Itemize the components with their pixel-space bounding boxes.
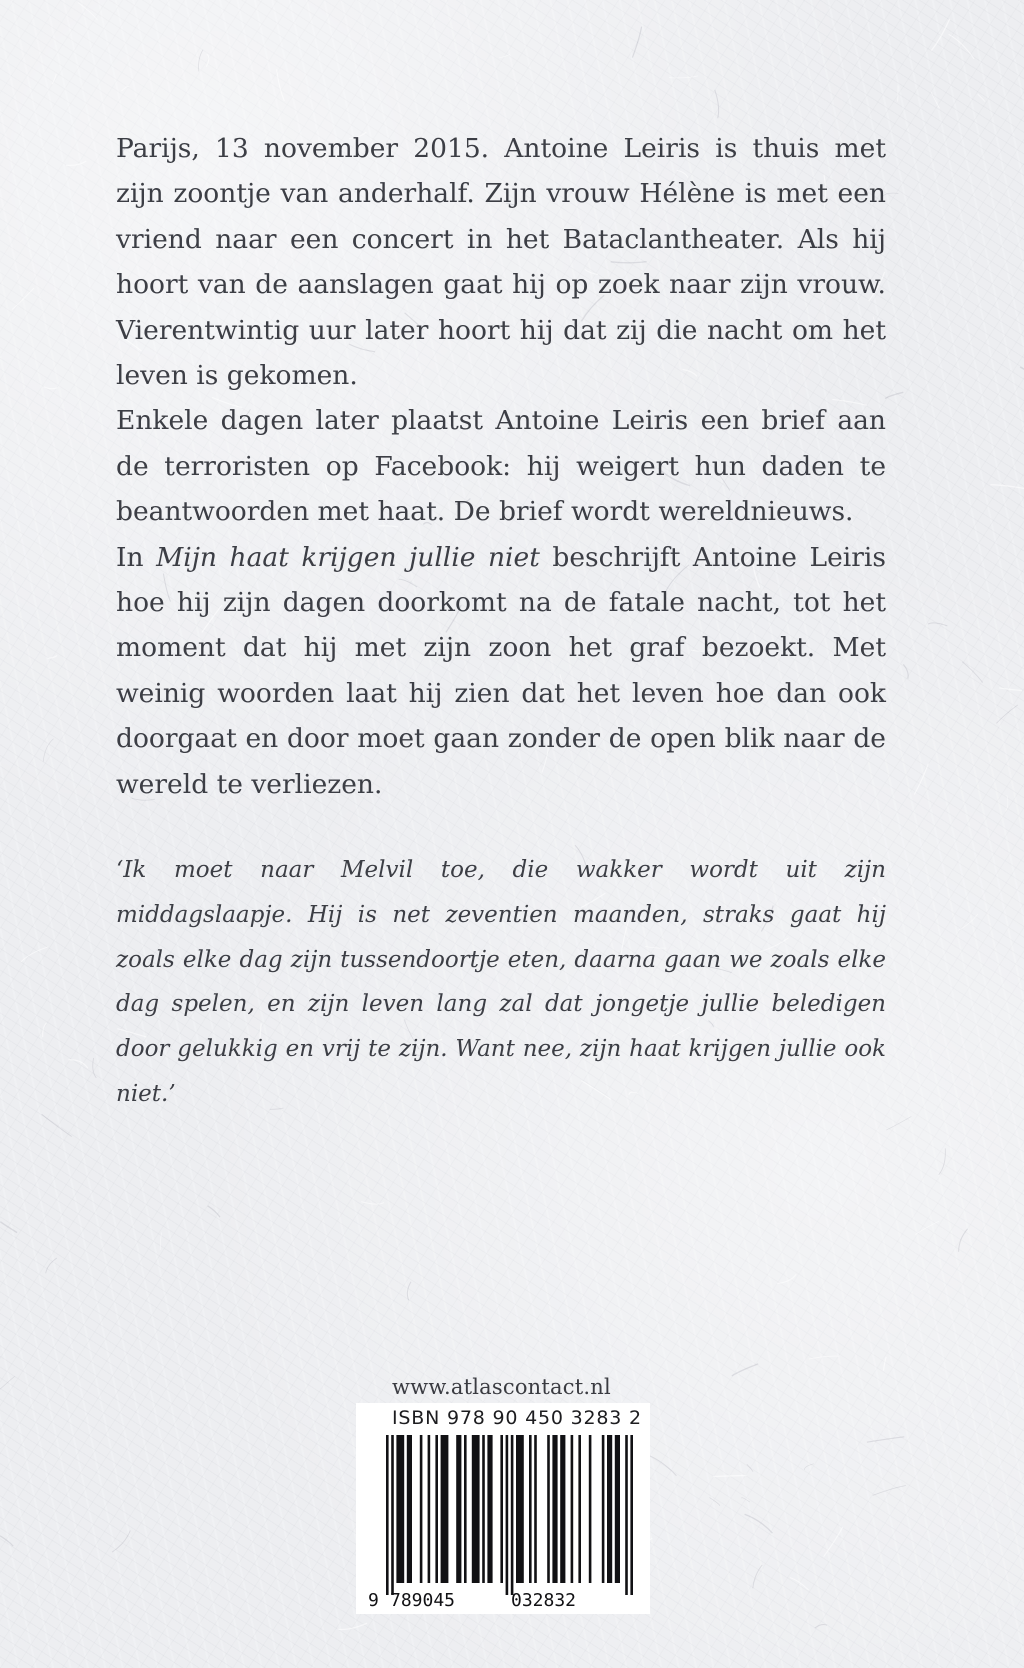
blurb-paragraph-1: Parijs, 13 november 2015. Antoine Leiris is thuis met zijn zoontje van anderhalf. Zijn vrouw Hélène is met een vriend naar een concert in het Bataclantheater. Als hij hoort van de aanslagen gaat hij op zoek naar zijn vrouw. Vierentwintig uur later hoort hij dat zij die nacht om het leven is gekomen.	[116, 133, 886, 392]
paper-fiber	[69, 1060, 88, 1068]
barcode-guard-bar	[630, 1435, 633, 1595]
isbn-label: ISBN 978 90 450 3283 2	[392, 1407, 642, 1429]
barcode-bar	[407, 1435, 412, 1583]
paper-fiber	[747, 1464, 753, 1471]
paper-fiber	[1020, 367, 1024, 379]
paper-fiber	[0, 1222, 17, 1233]
barcode-bar	[589, 1435, 592, 1583]
paper-fiber	[928, 623, 947, 626]
blurb-paragraph-3-intro: In	[116, 541, 144, 573]
barcode-bar	[396, 1435, 404, 1583]
barcode-bar	[560, 1435, 565, 1583]
paper-fiber	[338, 1623, 368, 1629]
barcode-digit-first: 9	[368, 1590, 379, 1611]
barcode-bar	[456, 1435, 461, 1583]
paper-fiber	[407, 1282, 411, 1301]
paper-fiber	[48, 655, 57, 658]
paper-fiber	[199, 50, 203, 72]
barcode-block	[356, 1403, 650, 1614]
barcode-bar	[482, 1435, 485, 1583]
paper-fiber	[277, 69, 285, 101]
paper-fiber	[160, 1233, 162, 1251]
paper-fiber	[206, 54, 209, 67]
paper-fiber	[914, 764, 928, 795]
barcode-guard-bar	[511, 1435, 514, 1595]
paper-fiber	[715, 90, 719, 118]
paper-fiber	[0, 1536, 13, 1546]
paper-fiber	[777, 1274, 796, 1283]
barcode-bar	[464, 1435, 467, 1583]
paper-fiber	[12, 288, 34, 309]
barcode-bar	[487, 1435, 492, 1583]
paper-fiber	[732, 1364, 758, 1376]
paper-fiber	[790, 1578, 809, 1591]
paper-fiber	[52, 74, 56, 84]
paper-fiber	[43, 739, 53, 762]
paper-fiber	[978, 94, 985, 102]
blurb-paragraph-3	[116, 535, 886, 807]
barcode-bar	[615, 1435, 620, 1583]
paper-fiber	[0, 1376, 15, 1400]
paper-fiber	[43, 1023, 47, 1037]
barcode-bar	[529, 1435, 532, 1583]
barcode-bar	[500, 1435, 503, 1583]
excerpt-quote: ‘Ik moet naar Melvil toe, die wakker wordt uit zijn middagslaapje. Hij is net zeventien maanden, straks gaat hij zoals elke dag zijn tussendoortje eten, daarna gaan we zoals elke dag spelen, en zijn leven lang zal dat jongetje jullie beledigen door gelukkig en vrij te zijn. Want nee, zijn haat krijgen jullie ook niet.’	[116, 857, 886, 1107]
barcode-guard-bar	[391, 1435, 394, 1595]
barcode-bar	[571, 1435, 574, 1583]
paper-fiber	[93, 1058, 97, 1078]
blurb-text	[116, 126, 886, 807]
barcode-bar	[441, 1435, 449, 1583]
paper-fiber	[46, 1258, 57, 1273]
paper-fiber	[824, 1527, 843, 1557]
barcode-bar	[428, 1435, 431, 1583]
barcode-bar	[578, 1435, 581, 1583]
paper-fiber	[990, 485, 1024, 489]
paper-fiber	[44, 387, 58, 389]
paper-fiber	[121, 86, 128, 91]
paper-fiber	[931, 19, 949, 51]
paper-fiber	[903, 664, 908, 678]
paper-fiber	[713, 1475, 746, 1476]
paper-fiber	[745, 1514, 773, 1533]
barcode-guard-bar	[625, 1435, 628, 1595]
paper-fiber	[753, 1565, 762, 1588]
paper-fiber	[78, 3, 98, 21]
barcode-bar	[602, 1435, 605, 1583]
paper-fiber	[499, 55, 510, 58]
paper-fiber	[939, 1148, 946, 1175]
paper-fiber	[884, 1357, 887, 1371]
paper-fiber	[112, 1531, 130, 1553]
paper-fiber	[66, 161, 86, 165]
barcode-bar	[472, 1435, 480, 1583]
paper-fiber	[804, 1464, 814, 1470]
paper-fiber	[931, 92, 940, 109]
paper-fiber	[867, 1437, 904, 1442]
paper-fiber	[632, 27, 641, 58]
barcode-bars	[386, 1435, 633, 1595]
barcode-bar	[547, 1435, 550, 1583]
paper-fiber	[669, 76, 698, 78]
paper-fiber	[949, 34, 974, 59]
publisher-website: www.atlascontact.nl	[392, 1375, 611, 1399]
barcode-digits-right: 032832	[511, 1590, 577, 1611]
barcode-bar	[607, 1435, 612, 1583]
paper-fiber	[208, 1206, 220, 1217]
blurb-paragraph-2: Enkele dagen later plaatst Antoine Leiris een brief aan de terroristen op Facebook: hij weigert hun daden te beantwoorden met haat. De brief wordt wereldnieuws.	[116, 405, 886, 528]
paper-fiber	[648, 1455, 677, 1476]
barcode-bar	[420, 1435, 423, 1583]
blurb-paragraph-3-rest: beschrijft Antoine Leiris hoe hij zijn dagen doorkomt na de fatale nacht, tot het moment dat hij met zijn zoon het graf bezoekt. Met weinig woorden laat hij zien dat het leven hoe dan ook doorgaat en door moet gaan zonder de open blik naar de wereld te verliezen.	[116, 541, 886, 800]
paper-fiber	[809, 1356, 840, 1359]
barcode-bar	[552, 1435, 557, 1583]
paper-fiber	[741, 1498, 749, 1502]
paper-fiber	[886, 1117, 911, 1131]
paper-fiber	[962, 662, 983, 683]
barcode	[356, 1403, 650, 1614]
paper-fiber	[21, 947, 49, 962]
paper-fiber	[815, 1625, 827, 1629]
barcode-bar	[435, 1435, 438, 1583]
paper-fiber	[710, 1498, 720, 1506]
paper-fiber	[1006, 795, 1008, 811]
paper-fiber	[361, 1202, 384, 1205]
barcode-guard-bar	[386, 1435, 389, 1595]
paper-fiber	[958, 914, 978, 931]
paper-fiber	[42, 1114, 72, 1136]
paper-fiber	[999, 688, 1022, 691]
paper-fiber	[885, 392, 903, 398]
barcode-guard-bar	[506, 1435, 509, 1595]
paper-fiber	[873, 1486, 906, 1496]
paper-fiber	[915, 1221, 939, 1235]
paper-fiber	[996, 705, 1017, 723]
barcode-bar	[534, 1435, 537, 1583]
book-title: Mijn haat krijgen jullie niet	[156, 541, 540, 573]
barcode-bar	[516, 1435, 524, 1583]
barcode-digits-left: 789045	[390, 1590, 456, 1611]
paper-fiber	[959, 1229, 968, 1252]
